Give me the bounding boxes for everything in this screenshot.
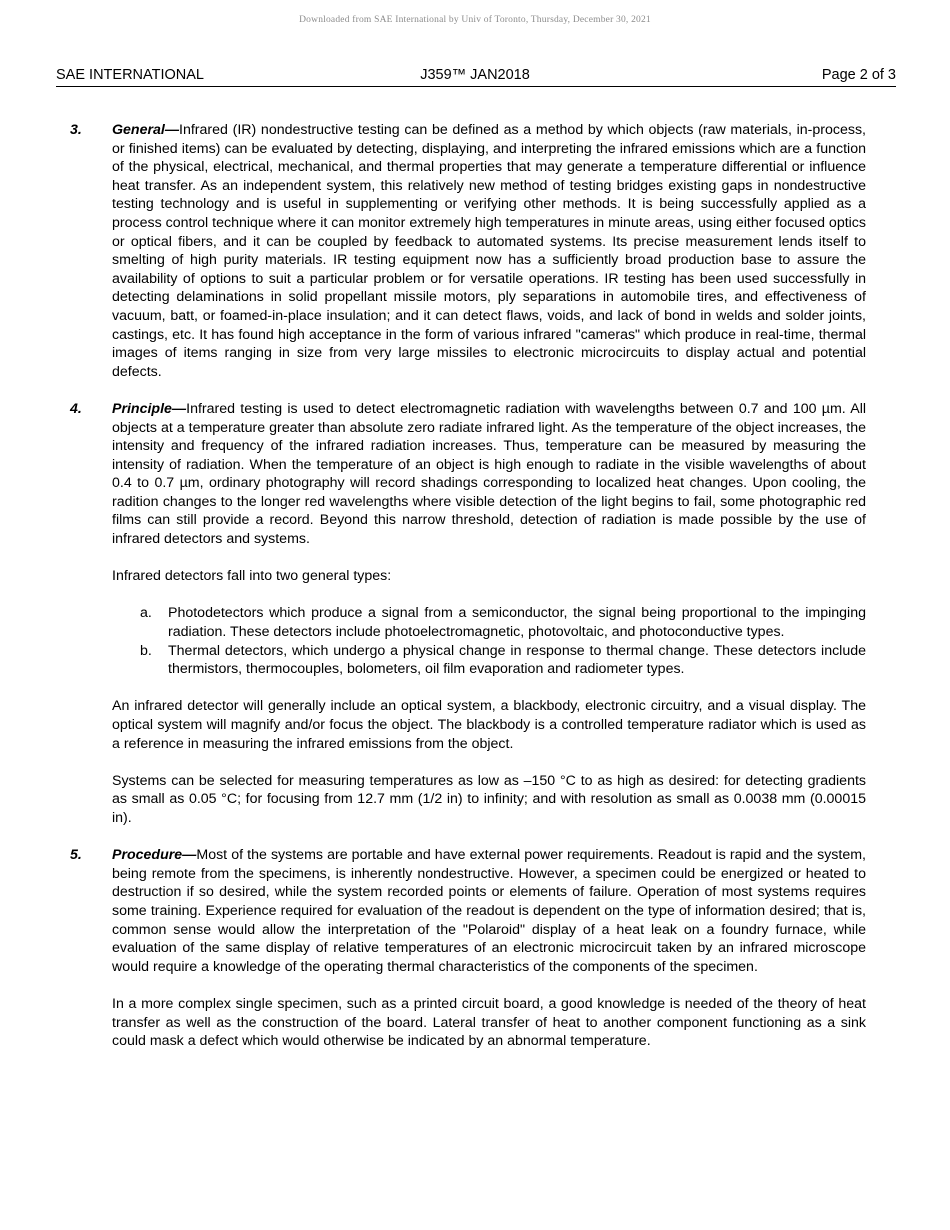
section-paragraph	[112, 400, 866, 549]
paragraph-complex-specimen: In a more complex single specimen, such as a printed circuit board, a good knowledge is needed of the theory of heat transfer as well as the construction of the board. Lateral transfer of heat to another component functioning as a sink could mask a defect which would otherwise be indicated by an abnormal temperature.	[112, 995, 866, 1050]
section-procedure	[0, 846, 950, 976]
paragraph-systems: Systems can be selected for measuring temperatures as low as –150 °C to as high as desired: for detecting gradients as small as 0.05 °C; for focusing from 12.7 mm (1/2 in) to infinity; and with resolution as small as 0.0038 mm (0.00015 in).	[112, 772, 866, 826]
list-item	[140, 604, 866, 641]
list-item	[140, 642, 866, 679]
section-title: Principle—	[112, 400, 187, 417]
section-title: Procedure—	[112, 847, 197, 864]
section-paragraph	[112, 846, 866, 976]
list-item-text: Thermal detectors, which undergo a physical change in response to thermal change. These detectors include thermistors, thermocouples, bolometers, oil film evaporation and radiometer types.	[168, 642, 866, 678]
list-marker: a.	[140, 605, 152, 622]
page-header	[56, 66, 896, 87]
section-text: Most of the systems are portable and have external power requirements. Readout is rapid and the system, being remote from the specimens, is inherently nondestructive. However, a specimen could be energized or heated to destruction if so desired, while the system recorded points or elements of failure. Operation of most systems requires some training. Experience required for evaluation of the readout is dependent on the type of information desired; that is, common sense would allow the interpretation of the "Polaroid" display of a heat leak on a foundry furnace, while evaluation of the same display of relative temperatures of an electronic microcircuit taken by an infrared microscope would require a knowledge of the operating thermal characteristics of the components of the specimen.	[112, 847, 866, 975]
list-item-text: Photodetectors which produce a signal from a semiconductor, the signal being proportional to the impinging radiation. These detectors include photoelectromagnetic, photovoltaic, and photoconductive types.	[168, 605, 866, 641]
section-text: Infrared testing is used to detect electromagnetic radiation with wavelengths between 0.7 and 100 µm. All objects at a temperature greater than absolute zero radiate infrared light. As the temperature of the object increases, the intensity and frequency of the infrared radiation increases. Thus, temperature can be measured by measuring the intensity of radiation. When the temperature of an object is high enough to radiate in the visible wavelengths of about 0.4 to 0.7 µm, ordinary photography will record shadings corresponding to localized heat changes. Upon cooling, the radition changes to the longer red wavelengths where visible detection of the light begins to fail, some photographic red films can still provide a record. Beyond this narrow threshold, detection of radiation is made possible by the use of infrared detectors and systems.	[112, 400, 866, 548]
document-body	[0, 121, 950, 1069]
section-general	[0, 121, 950, 381]
section-paragraph	[112, 121, 866, 381]
paragraph-detector-system: An infrared detector will generally include an optical system, a blackbody, electronic circuitry, and a visual display. The optical system will magnify and/or focus the object. The blackbody is a controlled temperature radiator which is used as a reference in measuring the infrared emissions from the object.	[112, 698, 866, 752]
section-text: Infrared (IR) nondestructive testing can be defined as a method by which objects (raw materials, in-process, or finished items) can be evaluated by detecting, displaying, and interpreting the infrared emissions which are a function of the physical, electrical, mechanical, and thermal properties that may generate a temperature differential or influence heat transfer. As an independent system, this relatively new method of testing bridges existing gaps in nondestructive testing technology and is useful in supplementing or verifying other methods. It is being successfully applied as a process control technique where it can monitor extremely high temperatures in minute areas, using either focused optics or optical fibers, and it can be coupled by feedback to automated systems. Its precise measurement lends itself to smelting of high purity materials. IR testing equipment now has a sufficiently broad production base to assure the availability of options to suit a particular problem or for versatile operations. IR testing has been used successfully in detecting delaminations in solid propellant missile motors, ply separations in automobile tires, and effectiveness of vacuum, batt, or foamed-in-place insulation; and it can detect flaws, voids, and lack of bond in welds and solder joints, castings, etc. It has found high acceptance in the form of various infrared "cameras" which produce in real-time, thermal images of items ranging in size from very large missiles to electronic microcircuits to display actual and potential defects.	[112, 122, 866, 380]
list-marker: b.	[140, 642, 152, 659]
paragraph-detector-types: Infrared detectors fall into two general types:	[112, 568, 392, 585]
section-number: 4.	[70, 400, 82, 417]
header-page-number: Page 2 of 3	[821, 67, 896, 83]
section-title: General—	[112, 122, 180, 138]
header-organization: SAE INTERNATIONAL	[56, 67, 204, 83]
section-number: 5.	[70, 847, 82, 864]
detector-type-list	[140, 604, 866, 678]
header-document-id: J359™ JAN2018	[420, 67, 530, 83]
section-principle	[0, 400, 950, 549]
section-number: 3.	[70, 122, 82, 138]
download-watermark: Downloaded from SAE International by Univ of Toronto, Thursday, December 30, 2021	[299, 15, 651, 25]
